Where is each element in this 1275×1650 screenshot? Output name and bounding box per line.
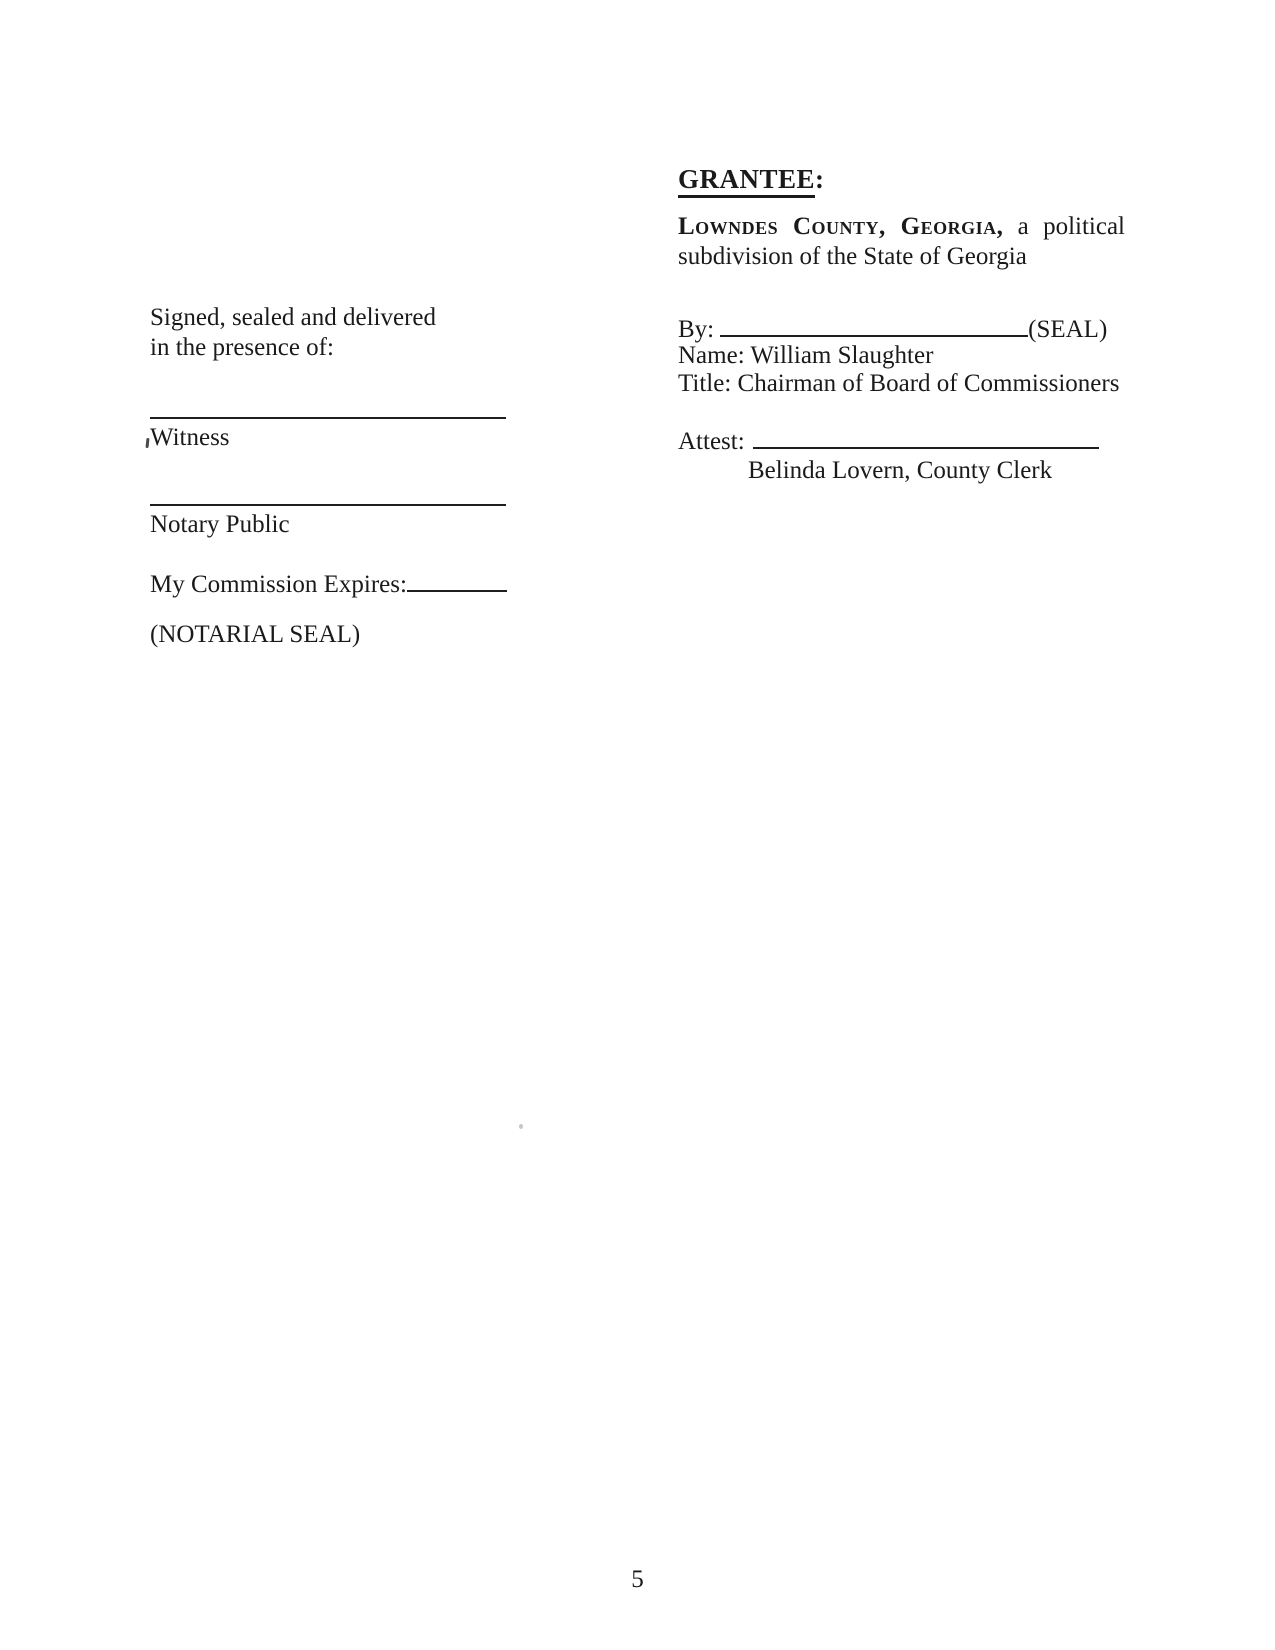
scan-artifact-mark xyxy=(145,438,149,448)
by-label: By: xyxy=(678,315,715,343)
witness-label: Witness xyxy=(150,424,230,451)
grantee-party-name: Lowndes County, Georgia, xyxy=(678,213,1004,240)
commission-expires-row xyxy=(150,566,507,600)
title-row: Title: Chairman of Board of Commissioners xyxy=(678,370,1120,397)
grantee-heading xyxy=(678,164,825,194)
commission-expires-label: My Commission Expires: xyxy=(150,570,407,598)
by-signature-row xyxy=(678,311,1107,345)
notary-public-label: Notary Public xyxy=(150,511,290,538)
name-row: Name: William Slaughter xyxy=(678,342,934,369)
notarial-seal-label: (NOTARIAL SEAL) xyxy=(150,621,361,648)
grantee-party-line-2: subdivision of the State of Georgia xyxy=(678,243,1027,270)
grantee-heading-colon: : xyxy=(815,164,825,194)
attest-signatory-name: Belinda Lovern, County Clerk xyxy=(748,457,1053,484)
grantee-heading-text: GRANTEE xyxy=(678,164,815,198)
grantee-party-paragraph xyxy=(678,212,1125,272)
signed-sealed-line-2: in the presence of: xyxy=(150,334,334,361)
seal-label: (SEAL) xyxy=(1028,315,1108,343)
attest-signature-row xyxy=(678,423,1099,457)
grantee-party-line-1 xyxy=(678,212,1125,242)
scan-artifact-dot xyxy=(519,1124,523,1129)
signed-sealed-line-1: Signed, sealed and delivered xyxy=(150,304,437,331)
attest-label: Attest: xyxy=(678,427,745,455)
witness-signature-rule xyxy=(150,417,506,419)
page-number: 5 xyxy=(631,1566,644,1593)
by-signature-blank xyxy=(720,311,1028,337)
commission-expires-blank xyxy=(407,566,507,592)
grantee-party-line1-rest: a political xyxy=(1003,213,1125,240)
attest-signature-blank xyxy=(753,423,1099,449)
notary-signature-rule xyxy=(150,504,506,506)
